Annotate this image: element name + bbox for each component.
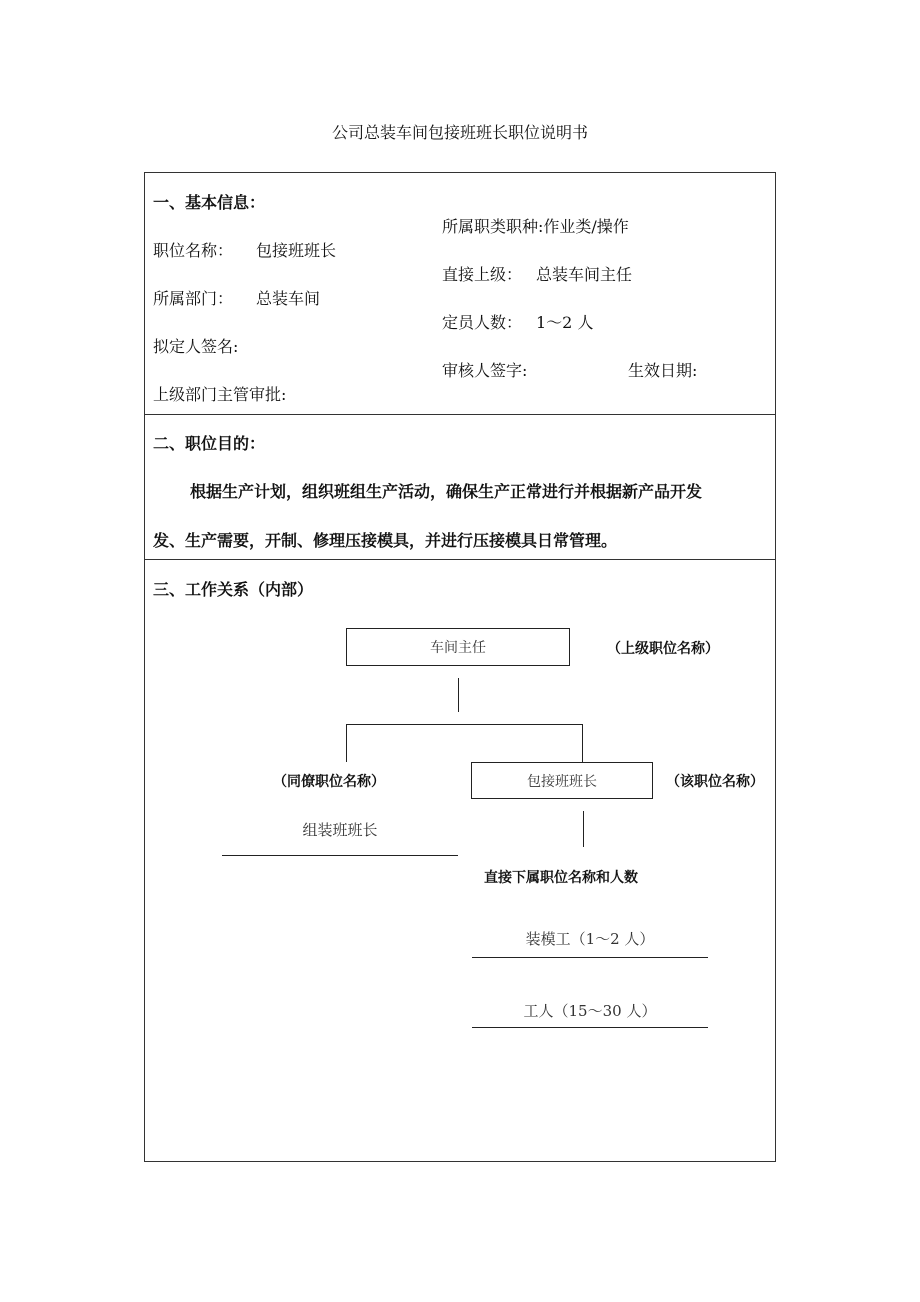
purpose-line-1: 根据生产计划，组织班组生产活动，确保生产正常进行并根据新产品开发 [190, 482, 703, 501]
headcount-label: 定员人数： [442, 313, 523, 332]
position-name-label: 职位名称： [153, 241, 234, 260]
reviewer-sign: 审核人签字: [442, 361, 528, 380]
purpose-line-2: 发、生产需要，开制、修理压接模具，并进行压接模具日常管理。 [153, 531, 618, 550]
underline [472, 1027, 708, 1028]
subordinates-heading: 直接下属职位名称和人数 [484, 870, 638, 886]
self-position-note: （该职位名称） [666, 774, 764, 790]
superior-position-note: （上级职位名称） [607, 641, 719, 657]
peer-position-note: （同僚职位名称） [273, 774, 385, 790]
department-label: 所属部门： [153, 289, 234, 308]
headcount-value: 1～2 人 [536, 313, 594, 332]
underline [222, 855, 458, 856]
org-box-self-label: 包接班班长 [527, 773, 597, 790]
job-category: 所属职类职种:作业类/操作 [442, 217, 629, 236]
drafter-sign: 拟定人签名: [153, 337, 239, 356]
underline [472, 957, 708, 958]
section1-heading: 一、基本信息： [153, 193, 266, 212]
peer-position-name: 组装班班长 [302, 821, 378, 839]
connector-line [583, 811, 584, 847]
page-title: 公司总装车间包接班班长职位说明书 [331, 123, 588, 142]
subordinate-1: 装模工（1～2 人） [525, 930, 655, 948]
org-box-supervisor-label: 车间主任 [430, 640, 486, 656]
department-value: 总装车间 [256, 289, 321, 308]
superior-label: 直接上级： [442, 265, 523, 284]
position-name-value: 包接班班长 [256, 241, 337, 260]
manager-approval: 上级部门主管审批: [153, 385, 287, 404]
section3-heading: 三、工作关系（内部） [153, 580, 314, 599]
superior-value: 总装车间主任 [536, 265, 633, 284]
section2-heading: 二、职位目的： [153, 434, 266, 453]
subordinate-2: 工人（15～30 人） [523, 1002, 657, 1020]
effective-date: 生效日期: [628, 361, 698, 380]
